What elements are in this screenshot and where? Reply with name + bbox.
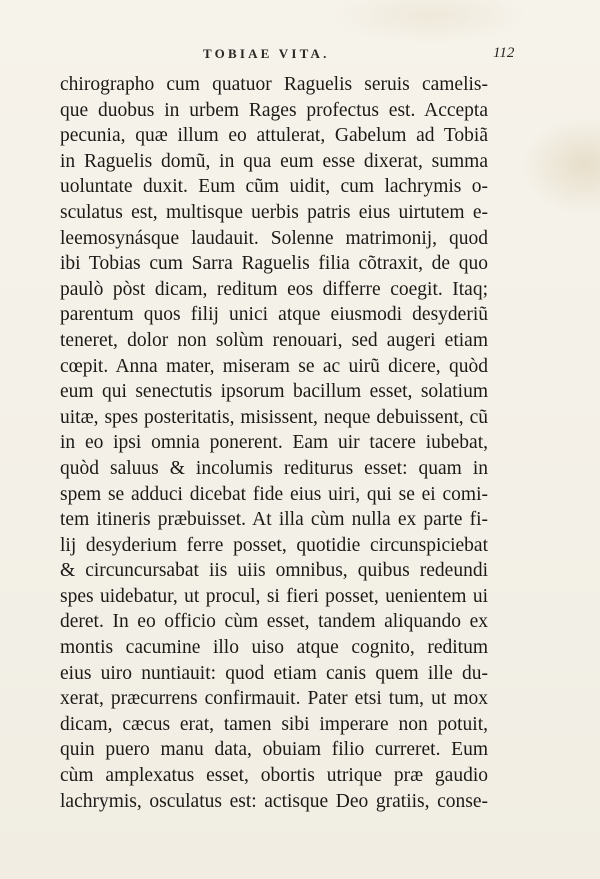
text-line: uoluntate duxit. Eum cũm uidit, cum lachrymis o- [60, 176, 488, 198]
text-line: & circuncursabat iis uiis omnibus, quibus redeundi [60, 560, 488, 582]
text-block [60, 72, 488, 814]
text-line: ibi Tobias cum Sarra Raguelis filia cõtraxit, de quo [60, 253, 488, 275]
text-line: cœpit. Anna mater, miseram se ac uirũ dicere, quòd [60, 355, 488, 377]
text-line: teneret, dolor non solùm renouari, sed augeri etiam [60, 329, 488, 351]
text-line: lij desyderium ferre posset, quotidie circunspiciebat [60, 534, 488, 556]
text-line: lachrymis, osculatus est: actisque Deo gratiis, conse- [60, 790, 488, 812]
text-line: paulò pòst dicam, reditum eos differre coegit. Itaq; [60, 278, 488, 300]
text-line: parentum quos filij unici atque eiusmodi desyderiũ [60, 304, 488, 326]
text-line: uitæ, spes posteritatis, misissent, neque debuissent, cũ [60, 406, 488, 428]
text-line: tem itineris præbuisset. At illa cùm nulla ex parte fi- [60, 509, 488, 531]
text-line: cùm amplexatus esset, obortis utrique præ gaudio [60, 765, 488, 787]
text-line: eum qui senectutis ipsorum bacillum esset, solatium [60, 381, 488, 403]
text-line: que duobus in urbem Rages profectus est. Accepta [60, 99, 488, 121]
text-line: sculatus est, multisque uerbis patris eius uirtutem e- [60, 201, 488, 223]
text-line: in Raguelis domũ, in qua eum esse dixerat, summa [60, 150, 488, 172]
text-line: spem se adduci dicebat fide eius uiri, qui se ei comi- [60, 483, 488, 505]
page-number: 112 [493, 45, 515, 61]
text-line: in eo ipsi omnia ponerent. Eam uir tacere iubebat, [60, 432, 488, 454]
text-line: xerat, præcurrens confirmauit. Pater etsi tum, ut mox [60, 688, 488, 710]
text-line: quòd saluus & incolumis rediturus esset: quam in [60, 457, 488, 479]
text-line: pecunia, quæ illum eo attulerat, Gabelum ad Tobiã [60, 125, 488, 147]
text-line: chirographo cum quatuor Raguelis seruis camelis- [60, 74, 488, 95]
text-line: eius uiro nuntiauit: quod etiam canis quem ille du- [60, 662, 488, 684]
text-line: spes uidebatur, ut procul, si fieri posset, uenientem ui [60, 585, 488, 607]
page-header [0, 46, 600, 66]
text-line: leemosynásque laudauit. Solenne matrimonij, quod [60, 227, 488, 249]
text-line: dicam, cæcus erat, tamen sibi imperare non potuit, [60, 713, 488, 735]
running-title: TOBIAE VITA. [203, 46, 330, 61]
text-line: montis cacumine illo uiso atque cognito, reditum [60, 637, 488, 659]
text-line: deret. In eo officio cùm esset, tandem aliquando ex [60, 611, 488, 633]
text-line: quin puero manu data, obuiam filio curreret. Eum [60, 739, 488, 761]
